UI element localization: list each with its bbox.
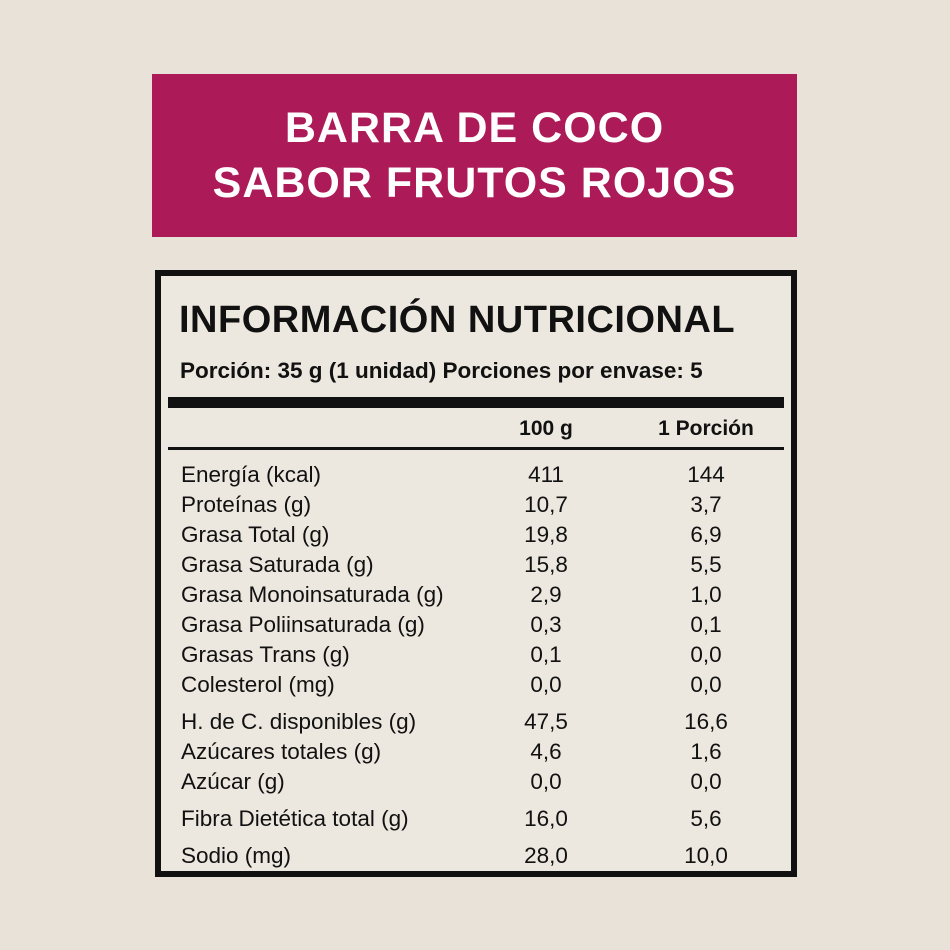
row-label: Azúcares totales (g) [181,739,382,764]
table-row [161,737,791,767]
table-row [161,670,791,700]
table-row [161,580,791,610]
row-value-100g: 10,7 [524,492,568,517]
nutrition-panel [155,270,797,877]
row-label: Sodio (mg) [181,843,292,868]
product-name-line2: SABOR FRUTOS ROJOS [212,158,737,207]
row-value-100g: 19,8 [524,522,568,547]
row-value-portion: 16,6 [684,709,728,734]
row-value-100g: 15,8 [524,552,568,577]
table-row [161,767,791,797]
row-value-100g: 4,6 [530,739,562,764]
row-value-portion: 3,7 [690,492,722,517]
thick-divider [168,397,784,408]
row-value-100g: 28,0 [524,843,568,868]
row-value-portion: 6,9 [690,522,722,547]
table-row [161,707,791,737]
row-value-100g: 411 [528,462,564,487]
row-value-100g: 0,1 [530,642,562,667]
table-row [161,460,791,490]
row-value-100g: 0,0 [530,672,562,697]
row-value-portion: 0,0 [690,769,722,794]
row-value-100g: 0,0 [530,769,562,794]
row-value-portion: 1,6 [690,739,722,764]
table-row [161,804,791,834]
row-value-100g: 0,3 [530,612,562,637]
row-label: Azúcar (g) [181,769,285,794]
table-row [161,550,791,580]
row-value-portion: 10,0 [684,843,728,868]
table-row [161,520,791,550]
row-value-portion: 5,5 [690,552,722,577]
row-label: Proteínas (g) [181,492,312,517]
table-row [161,610,791,640]
row-value-portion: 0,1 [690,612,722,637]
row-label: H. de C. disponibles (g) [181,709,417,734]
row-label: Colesterol (mg) [181,672,335,697]
row-value-100g: 47,5 [524,709,568,734]
row-label: Grasas Trans (g) [181,642,350,667]
column-header-portion: 1 Porción [658,417,754,440]
row-value-100g: 16,0 [524,806,568,831]
row-value-portion: 5,6 [690,806,722,831]
table-row [161,841,791,871]
row-label: Grasa Saturada (g) [181,552,374,577]
row-value-portion: 144 [687,462,725,487]
table-row [161,490,791,520]
product-banner [152,74,797,237]
table-row [161,640,791,670]
row-label: Grasa Poliinsaturada (g) [181,612,425,637]
row-label: Grasa Total (g) [181,522,330,547]
serving-info: Porción: 35 g (1 unidad) Porciones por envase: 5 [180,358,703,383]
product-name-line1: BARRA DE COCO [284,103,665,152]
nutrition-panel-content [161,276,791,871]
nutrition-rows [161,450,791,871]
column-header-row [161,415,791,443]
row-label: Grasa Monoinsaturada (g) [181,582,444,607]
column-header-100g: 100 g [519,417,573,440]
row-value-100g: 2,9 [530,582,562,607]
row-label: Energía (kcal) [181,462,322,487]
row-value-portion: 0,0 [690,642,722,667]
row-value-portion: 0,0 [690,672,722,697]
row-label: Fibra Dietética total (g) [181,806,409,831]
row-value-portion: 1,0 [690,582,722,607]
panel-title: INFORMACIÓN NUTRICIONAL [179,299,736,341]
